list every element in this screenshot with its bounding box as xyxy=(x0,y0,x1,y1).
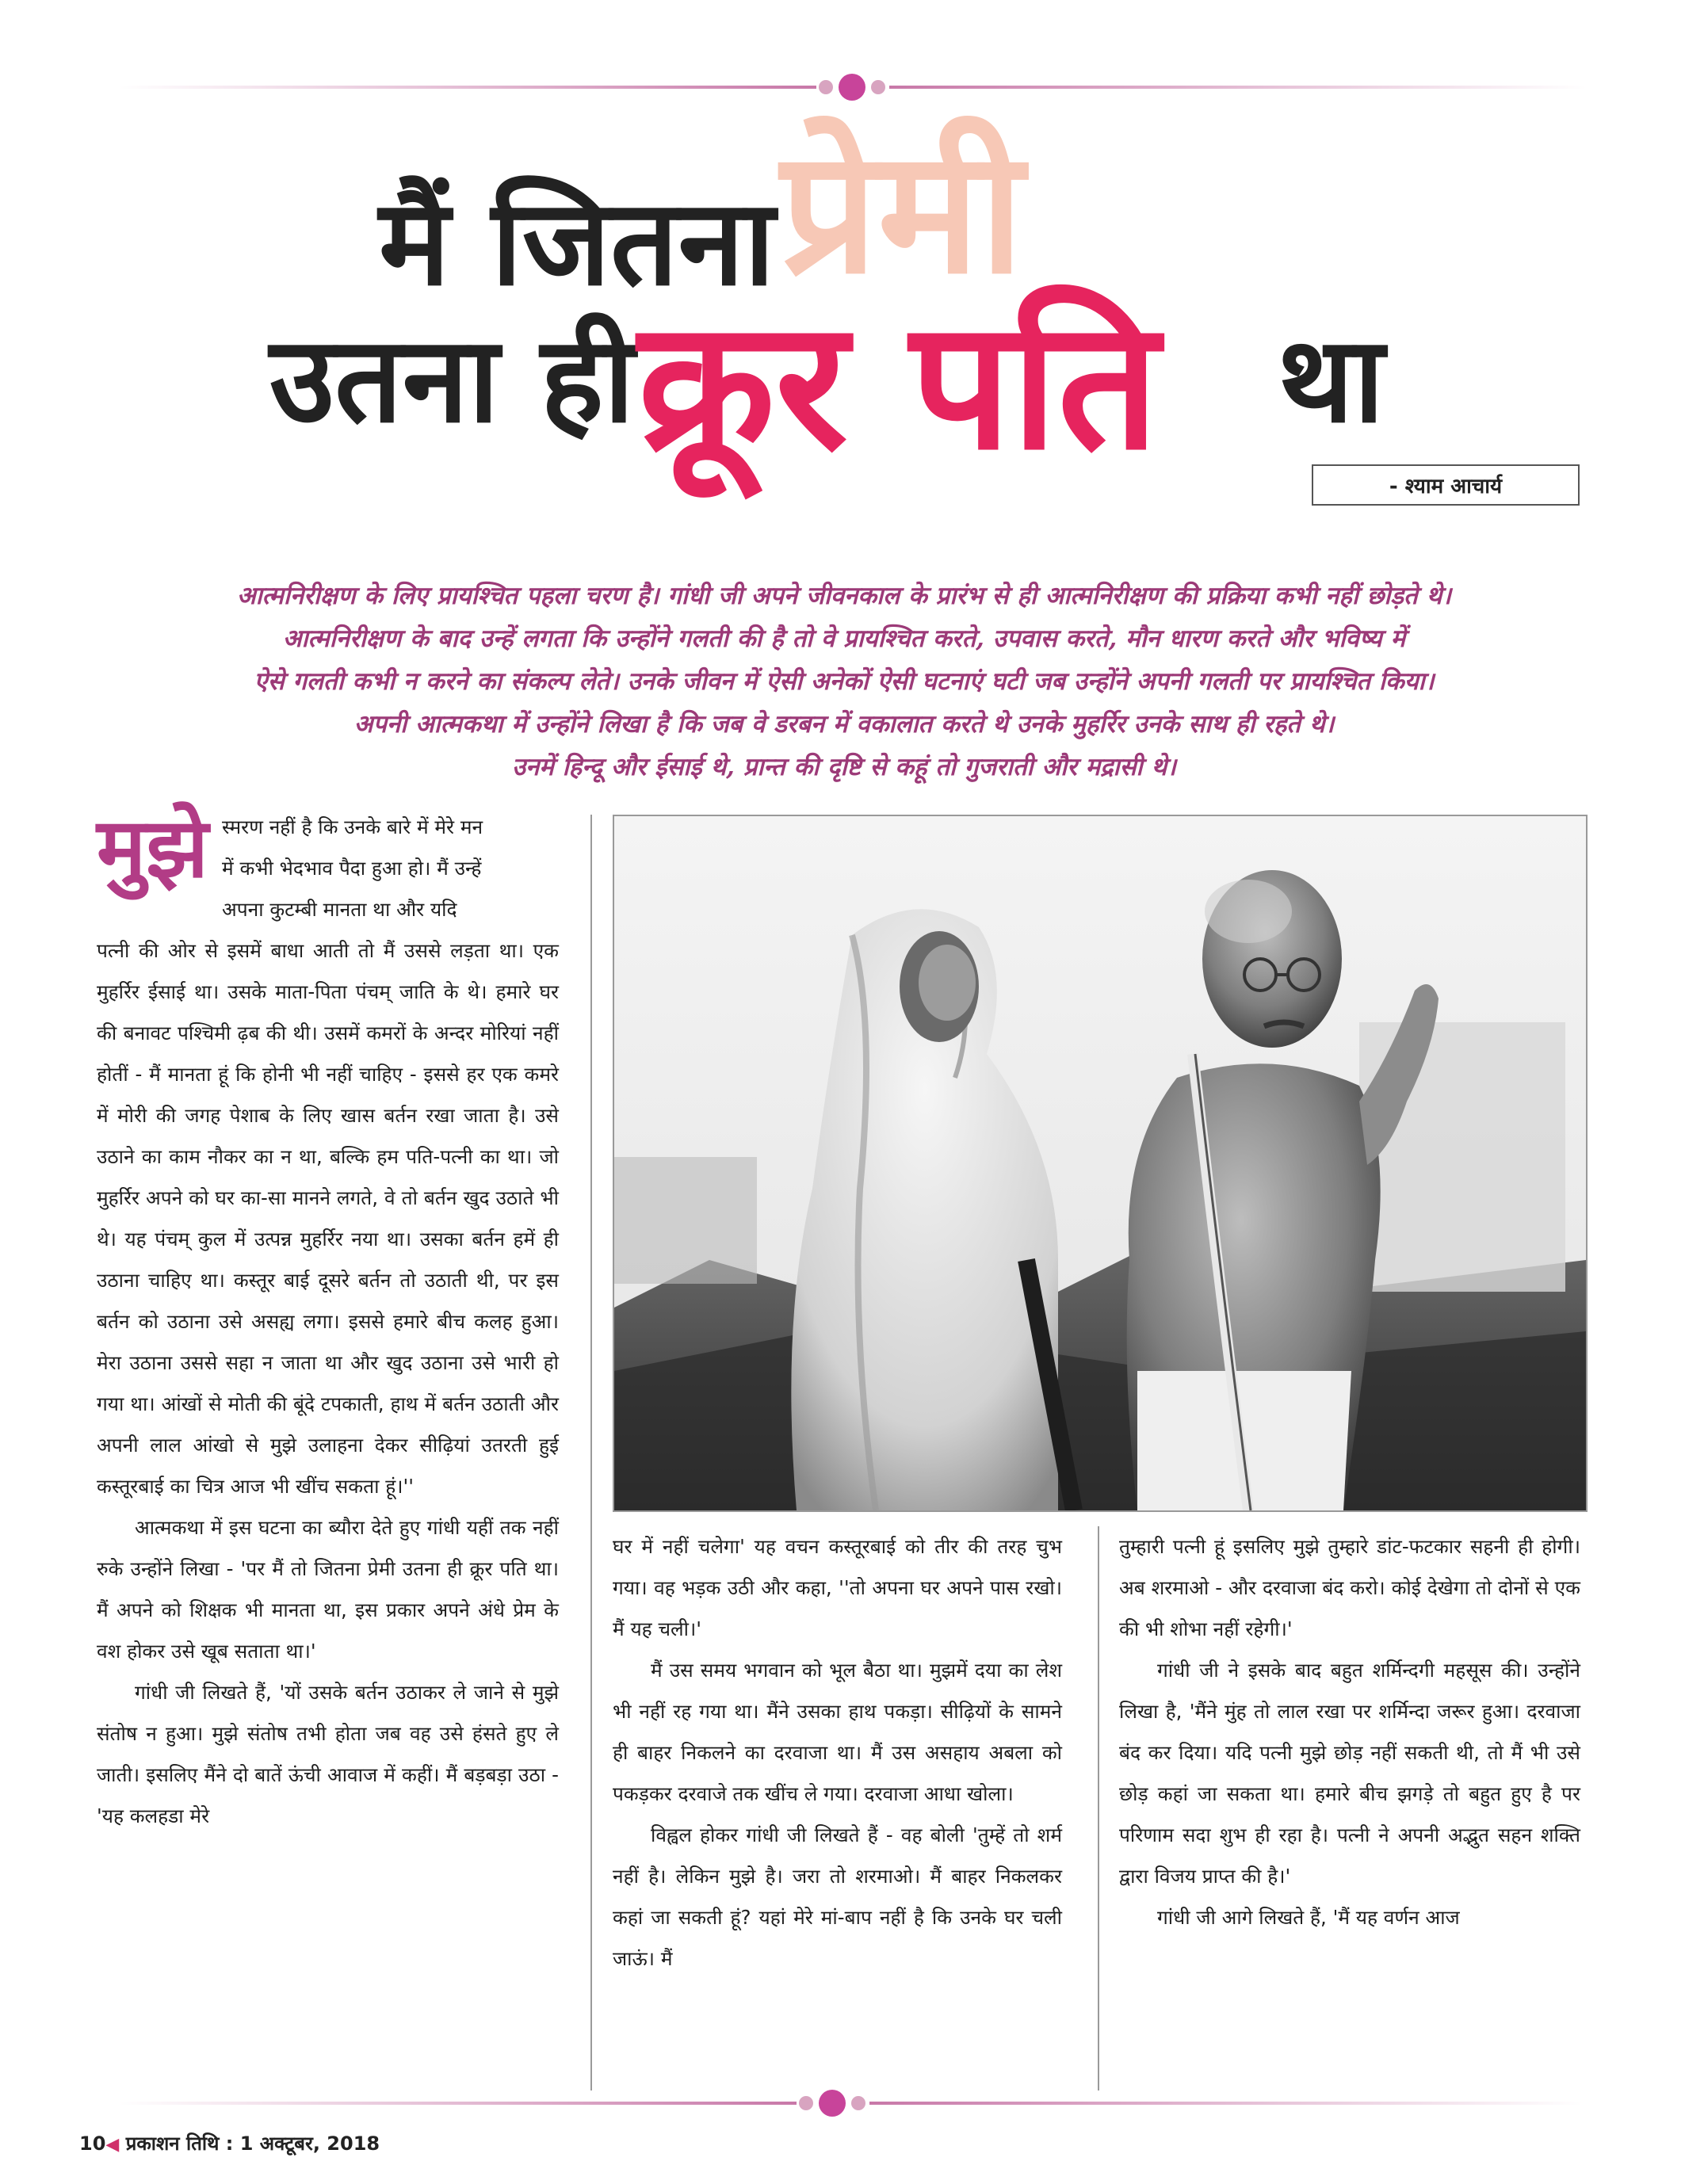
col1-paragraph: पत्नी की ओर से इसमें बाधा आती तो मैं उससे लड़ता था। एक मुहर्रिर ईसाई था। उसके माता-पिता पंचम् जाति के थे। हमारे घर की बनावट पश्चिमी ढ़ब की थी। उसमें कमरों के अन्दर मोरियां नहीं होतीं - मैं मानता हूं कि होनी भी नहीं चाहिए - इससे हर एक कमरे में मोरी की जगह पेशाब के लिए खास बर्तन रखा जाता है। उसे उठाने का काम नौकर का न था, बल्कि हम पति-पत्नी का था। जो मुहर्रिर अपने को घर का-सा मानने लगते, वे तो बर्तन खुद उठाते भी थे। यह पंचम् कुल में उत्पन्न मुहर्रिर नया था। उसका बर्तन हमें ही उठाना चाहिए था। कस्तूर बाई दूसरे बर्तन तो उठाती थी, पर इस बर्तन को उठाना उसे असह्य लगा। इससे हमारे बीच कलह हुआ। मेरा उठाना उससे सहा न जाता था और खुद उठाना उसे भारी हो गया था। आंखों से मोती की बूंदे टपकाती, हाथ में बर्तन उठाती और अपनी लाल आंखो से मुझे उलाहना देकर सीढ़ियां उतरती हुई कस्तूरबाई का चित्र आज भी खींच सकता हूं।'' xyxy=(97,939,559,1498)
archival-photo xyxy=(613,815,1588,1512)
page-footer xyxy=(79,2130,380,2156)
bottom-rule-right xyxy=(869,2102,1583,2105)
col2-paragraph: विह्वल होकर गांधी जी लिखते हैं - वह बोली 'तुम्हें तो शर्म नहीं है। लेकिन मुझे है। जरा तो शरमाओ। मैं बाहर निकलकर कहां जा सकती हूं? यहां मेरे मां-बाप नहीं है कि उनके घर चली जाऊं। मैं xyxy=(613,1823,1062,1970)
headline-line1: मैं जितना xyxy=(379,174,775,312)
intro-line: उनमें हिन्दू और ईसाई थे, प्रान्त की दृष्टि से कहूं तो गुजराती और मद्रासी थे। xyxy=(512,753,1176,781)
column-1-opening xyxy=(222,807,559,889)
top-rule-right xyxy=(889,86,1587,89)
publication-date: प्रकाशन तिथि : 1 अक्टूबर, 2018 xyxy=(125,2132,380,2155)
col1-paragraph: आत्मकथा में इस घटना का ब्यौरा देते हुए गांधी यहीं तक नहीं रुके उन्होंने लिखा - 'पर मैं तो जितना प्रेमी उतना ही क्रूर पति था। मैं अपने को शिक्षक भी मानता था, इस प्रकार अपने अंधे प्रेम के वश होकर उसे खूब सताता था।' xyxy=(97,1516,559,1663)
headline-line2-end: था xyxy=(1278,311,1385,449)
author-byline: - श्याम आचार्य xyxy=(1312,464,1580,506)
column-1-opening-line3 xyxy=(222,889,559,930)
col1-line: में कभी भेदभाव पैदा हुआ हो। मैं उन्हें xyxy=(222,857,482,880)
col2-paragraph: मैं उस समय भगवान को भूल बैठा था। मुझमें दया का लेश भी नहीं रह गया था। मैंने उसका हाथ पकड़ा। सीढ़ियों के सामने ही बाहर निकलने का दरवाजा था। मैं उस असहाय अबला को पकड़कर दरवाजे तक खींच ले गया। दरवाजा आधा खोला। xyxy=(613,1659,1062,1805)
ornament-dot xyxy=(871,80,885,94)
intro-line: ऐसे गलती कभी न करने का संकल्प लेते। उनके जीवन में ऐसी अनेकों ऐसी घटनाएं घटी जब उन्होंने अपनी गलती पर प्रायश्चित किया। xyxy=(254,667,1435,696)
col1-line: अपना कुटम्बी मानता था और यदि xyxy=(222,898,457,921)
intro-line: अपनी आत्मकथा में उन्होंने लिखा है कि जब वे डरबन में वकालात करते थे उनके मुहर्रिर उनके साथ ही रहते थे। xyxy=(353,710,1335,739)
ornament-dot xyxy=(819,80,833,94)
drop-cap: मुझे xyxy=(97,799,208,896)
col1-paragraph: गांधी जी लिखते हैं, 'यों उसके बर्तन उठाकर ले जाने से मुझे संतोष न हुआ। मुझे संतोष तभी होता जब वह उसे हंसते हुए ले जाती। इसलिए मैंने दो बातें ऊंची आवाज में कहीं। मैं बड़बड़ा उठा - 'यह कलहडा मेरे xyxy=(97,1681,559,1827)
col3-paragraph: तुम्हारी पत्नी हूं इसलिए मुझे तुम्हारे डांट-फटकार सहनी ही होगी। अब शरमाओ - और दरवाजा बंद करो। कोई देखेगा तो दोनों से एक की भी शोभा नहीं रहेगी।' xyxy=(1119,1535,1580,1640)
intro-deck xyxy=(119,575,1569,788)
ornament-dot-center xyxy=(819,2090,846,2117)
intro-line: आत्मनिरीक्षण के बाद उन्हें लगता कि उन्होंने गलती की है तो वे प्रायश्चित करते, उपवास करते, मौन धारण करते और भविष्य में xyxy=(282,624,1406,653)
arrow-left-icon: ◀ xyxy=(105,2135,120,2155)
top-rule-left xyxy=(119,86,816,89)
column-divider xyxy=(590,815,592,2090)
column-divider xyxy=(1098,1526,1099,2090)
column-3 xyxy=(1119,1526,1580,1938)
intro-line: आत्मनिरीक्षण के लिए प्रायश्चित पहला चरण है। गांधी जी अपने जीवनकाल के प्रारंभ से ही आत्मनिरीक्षण की प्रक्रिया कभी नहीं छोड़ते थे। xyxy=(236,582,1452,610)
column-2 xyxy=(613,1526,1062,1980)
headline-highlight: क्रूर पति xyxy=(638,282,1160,490)
headline-line2-start: उतना ही xyxy=(269,311,635,449)
col2-paragraph: घर में नहीं चलेगा' यह वचन कस्तूरबाई को तीर की तरह चुभ गया। वह भड़क उठी और कहा, ''तो अपना घर अपने पास रखो। मैं यह चली।' xyxy=(613,1535,1062,1640)
column-1 xyxy=(97,930,559,1837)
ornament-dot-center xyxy=(839,74,865,101)
page-number: 10 xyxy=(79,2132,106,2155)
headline-accent-word: प्रेमी xyxy=(781,113,1024,311)
col1-line: स्मरण नहीं है कि उनके बारे में मेरे मन xyxy=(222,815,483,838)
col3-paragraph: गांधी जी आगे लिखते हैं, 'मैं यह वर्णन आज xyxy=(1157,1906,1460,1929)
ornament-dot xyxy=(799,2096,813,2110)
col3-paragraph: गांधी जी ने इसके बाद बहुत शर्मिन्दगी महसूस की। उन्होंने लिखा है, 'मैंने मुंह तो लाल रखा पर शर्मिन्दा जरूर हुआ। दरवाजा बंद कर दिया। यदि पत्नी मुझे छोड़ नहीं सकती थी, तो मैं भी उसे छोड़ कहां जा सकता था। हमारे बीच झगड़े तो बहुत हुए है पर परिणाम सदा शुभ ही रहा है। पत्नी ने अपनी अद्भुत सहन शक्ति द्वारा विजय प्राप्त की है।' xyxy=(1119,1659,1580,1888)
bottom-rule-left xyxy=(119,2102,797,2105)
ornament-dot xyxy=(851,2096,865,2110)
